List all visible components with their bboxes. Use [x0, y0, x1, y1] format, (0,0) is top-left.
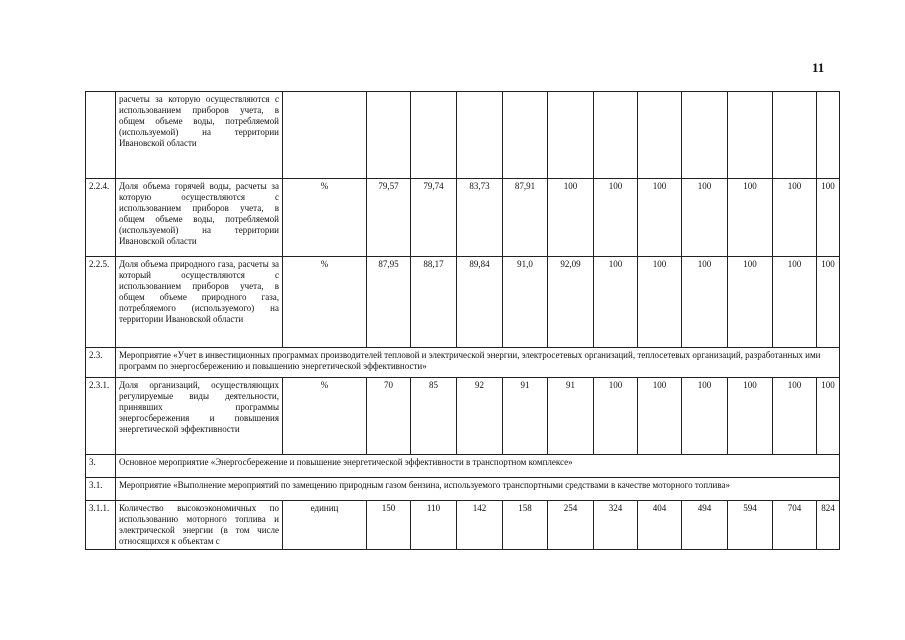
- indicator-value: [548, 92, 594, 179]
- indicator-value: 100: [594, 257, 638, 348]
- indicator-value: [638, 92, 682, 179]
- row-number: 3.1.1.: [86, 501, 116, 550]
- indicator-value: 100: [594, 378, 638, 455]
- indicator-description: Доля объема природного газа, расчеты за который осуществляются с использованием приборов учета, в общем объеме природного газа, потребляемого (используемого) на территории Ивановской области: [116, 257, 283, 348]
- indicator-value: 150: [367, 501, 411, 550]
- indicator-value: 100: [638, 378, 682, 455]
- indicator-value: 100: [682, 179, 728, 257]
- indicator-value: 100: [728, 378, 773, 455]
- indicator-value: 83,73: [457, 179, 503, 257]
- indicator-unit: %: [283, 179, 367, 257]
- indicator-value: 87,95: [367, 257, 411, 348]
- indicator-value: [457, 92, 503, 179]
- indicator-value: 158: [503, 501, 548, 550]
- indicator-unit: %: [283, 378, 367, 455]
- row-number: 2.3.1.: [86, 378, 116, 455]
- indicator-value: 100: [817, 179, 840, 257]
- indicator-unit: %: [283, 257, 367, 348]
- indicator-row: [86, 179, 840, 257]
- indicator-value: [773, 92, 817, 179]
- indicator-row: [86, 501, 840, 550]
- indicator-value: 824: [817, 501, 840, 550]
- row-number: 2.2.4.: [86, 179, 116, 257]
- section-heading-text: Мероприятие «Учет в инвестиционных программах производителей тепловой и электрической энергии, электросетевых организаций, теплосетевых организаций, разработанных ими программ по энергосбережению и повышению энергетической эффективности»: [116, 348, 840, 378]
- indicator-value: 494: [682, 501, 728, 550]
- indicator-value: 79,57: [367, 179, 411, 257]
- row-number: [86, 92, 116, 179]
- indicator-value: 89,84: [457, 257, 503, 348]
- indicator-value: 92,09: [548, 257, 594, 348]
- page-number: 11: [812, 60, 825, 75]
- indicator-unit: [283, 92, 367, 179]
- section-heading-text: Основное мероприятие «Энергосбережение и повышение энергетической эффективности в транспортном комплексе»: [116, 455, 840, 478]
- indicator-value: 100: [638, 257, 682, 348]
- indicator-value: 100: [594, 179, 638, 257]
- indicator-value: 100: [682, 378, 728, 455]
- indicator-value: 79,74: [411, 179, 457, 257]
- indicator-description: расчеты за которую осуществляются с использованием приборов учета, в общем объеме воды, потребляемой (используемой) на территории Ивановской области: [116, 92, 283, 179]
- indicator-value: 70: [367, 378, 411, 455]
- indicator-description: Доля организаций, осуществляющих регулируемые виды деятельности, принявших программы энергосбережения и повышения энергетической эффективности: [116, 378, 283, 455]
- indicator-value: 254: [548, 501, 594, 550]
- indicator-value: 88,17: [411, 257, 457, 348]
- section-heading-row: [86, 455, 840, 478]
- indicator-value: 91,0: [503, 257, 548, 348]
- indicator-value: 110: [411, 501, 457, 550]
- indicator-value: 100: [773, 179, 817, 257]
- indicator-value: 100: [682, 257, 728, 348]
- indicator-value: [594, 92, 638, 179]
- indicator-value: 87,91: [503, 179, 548, 257]
- row-number: 2.3.: [86, 348, 116, 378]
- indicator-description: Доля объема горячей воды, расчеты за которую осуществляются с использованием приборов учета, в общем объеме воды, потребляемой (используемой) на территории Ивановской области: [116, 179, 283, 257]
- indicator-value: 91: [503, 378, 548, 455]
- indicator-value: 100: [638, 179, 682, 257]
- indicator-value: 100: [817, 257, 840, 348]
- indicator-unit: единиц: [283, 501, 367, 550]
- section-heading-text: Мероприятие «Выполнение мероприятий по замещению природным газом бензина, используемого транспортными средствами в качестве моторного топлива»: [116, 478, 840, 501]
- section-heading-row: [86, 348, 840, 378]
- indicator-value: [682, 92, 728, 179]
- indicator-value: [367, 92, 411, 179]
- row-number: 3.1.: [86, 478, 116, 501]
- indicator-row: [86, 378, 840, 455]
- indicator-value: [728, 92, 773, 179]
- row-number: 3.: [86, 455, 116, 478]
- indicator-value: 594: [728, 501, 773, 550]
- indicator-value: 142: [457, 501, 503, 550]
- indicator-value: 704: [773, 501, 817, 550]
- indicator-row: [86, 92, 840, 179]
- indicator-value: 100: [728, 179, 773, 257]
- indicator-value: [817, 92, 840, 179]
- indicator-value: 92: [457, 378, 503, 455]
- indicator-row: [86, 257, 840, 348]
- indicator-value: [503, 92, 548, 179]
- indicators-table: [85, 91, 840, 550]
- indicator-value: 324: [594, 501, 638, 550]
- indicator-value: 91: [548, 378, 594, 455]
- indicator-value: [411, 92, 457, 179]
- indicator-value: 100: [773, 378, 817, 455]
- indicator-value: 85: [411, 378, 457, 455]
- indicator-value: 404: [638, 501, 682, 550]
- indicator-value: 100: [773, 257, 817, 348]
- indicator-value: 100: [728, 257, 773, 348]
- row-number: 2.2.5.: [86, 257, 116, 348]
- indicator-value: 100: [817, 378, 840, 455]
- indicator-value: 100: [548, 179, 594, 257]
- section-heading-row: [86, 478, 840, 501]
- indicator-description: Количество высокоэкономичных по использованию моторного топлива и электрической энергии (в том числе относящихся к объектам с: [116, 501, 283, 550]
